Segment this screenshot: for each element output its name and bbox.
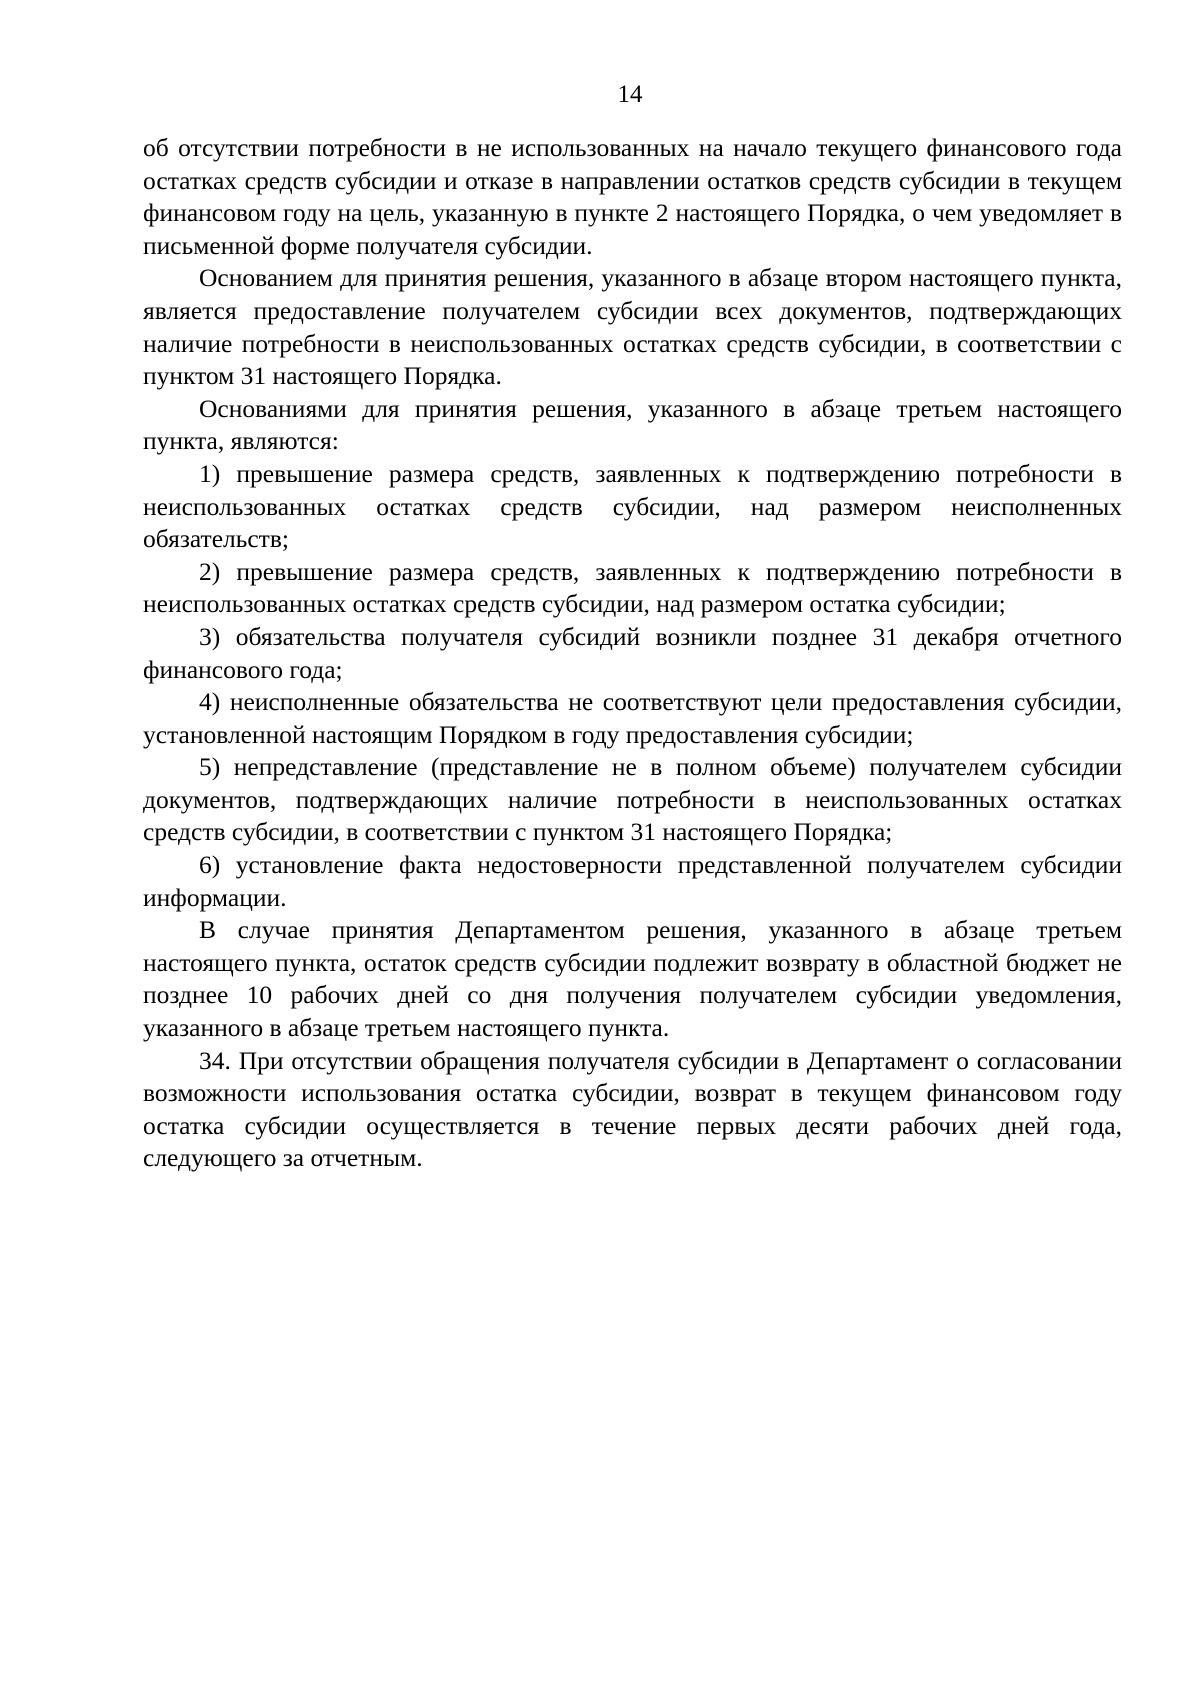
paragraph-return-decision: В случае принятия Департаментом решения, указанного в абзаце третьем настоящего пункта, остаток средств субсидии подлежит возврату в областной бюджет не позднее 10 рабочих дней со дня получения получателем субсидии уведомления, указанного в абзаце третьем настоящего пункта.: [143, 915, 1122, 1043]
list-item-2: 2) превышение размера средств, заявленных к подтверждению потребности в неиспользованных остатках средств субсидии, над размером остатка субсидии;: [143, 556, 1122, 619]
page-number: 14: [617, 81, 643, 108]
list-item-1: 1) превышение размера средств, заявленных к подтверждению потребности в неиспользованных остатках средств субсидии, над размером неисполненных обязательств;: [143, 458, 1122, 554]
paragraph-basis-third: Основаниями для принятия решения, указанного в абзаце третьем настоящего пункта, являются:: [143, 393, 1122, 456]
list-item-3: 3) обязательства получателя субсидий возникли позднее 31 декабря отчетного финансового года;: [143, 621, 1122, 684]
list-item-5: 5) непредставление (представление не в полном объеме) получателем субсидии документов, подтверждающих наличие потребности в неиспользованных остатках средств субсидии, в соответствии с пунктом 31 настоящего Порядка;: [143, 752, 1122, 847]
paragraph-basis-second: Основанием для принятия решения, указанного в абзаце втором настоящего пункта, является предоставление получателем субсидии всех документов, подтверждающих наличие потребности в неиспользованных остатках средств субсидии, в соответствии с пунктом 31 настоящего Порядка.: [143, 263, 1122, 391]
list-item-6: 6) установление факта недостоверности представленной получателем субсидии информации.: [143, 850, 1122, 912]
paragraph-continuation: об отсутствии потребности в не использованных на начало текущего финансового года остатках средств субсидии и отказе в направлении остатков средств субсидии в текущем финансовом году на цель, указанную в пункте 2 настоящего Порядка, о чем уведомляет в письменной форме получателя субсидии.: [143, 133, 1122, 260]
document-body: [143, 132, 1122, 1175]
paragraph-section-34: 34. При отсутствии обращения получателя субсидии в Департамент о согласовании возможности использования остатка субсидии, возврат в текущем финансовом году остатка субсидии осуществляется в течение первых десяти рабочих дней года, следующего за отчетным.: [143, 1045, 1122, 1173]
list-item-4: 4) неисполненные обязательства не соответствуют цели предоставления субсидии, установленной настоящим Порядком в году предоставления субсидии;: [143, 687, 1122, 749]
